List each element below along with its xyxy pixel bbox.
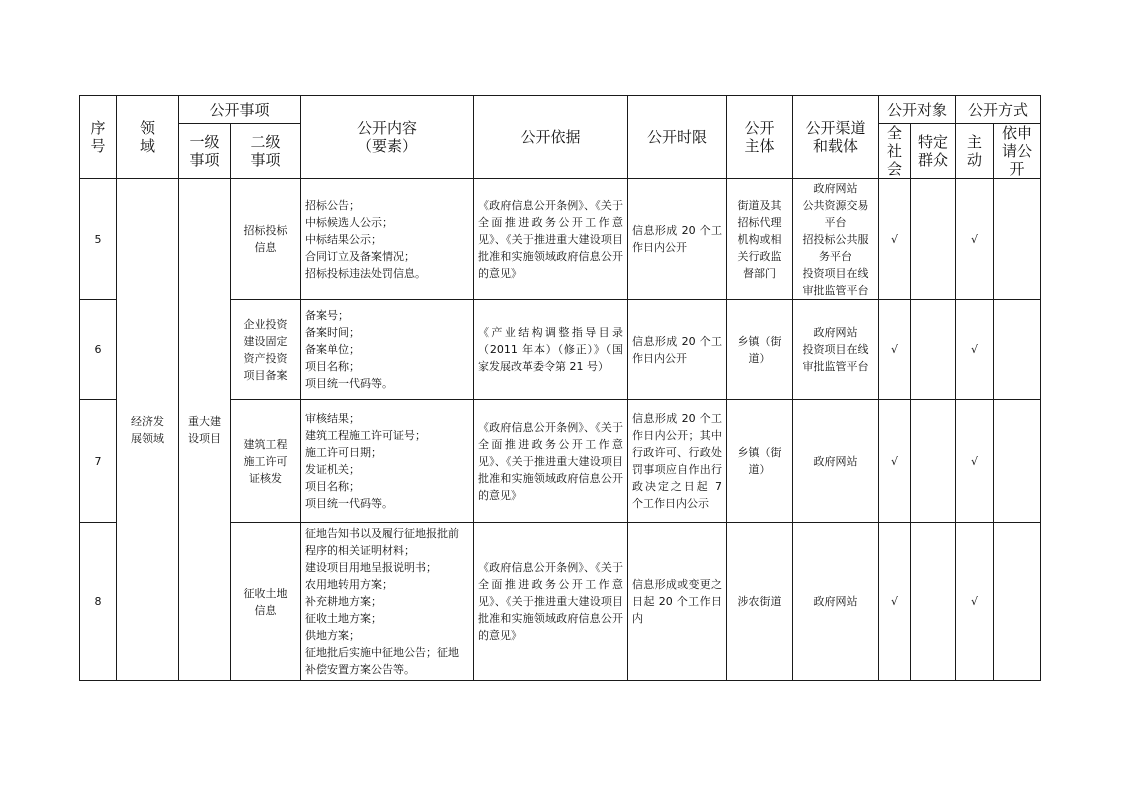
header-method-group: 公开方式 [956,96,1041,124]
basis-cell: 《政府信息公开条例》、《关于全面推进政务公开工作意见》、《关于推进重大建设项目批准和实施领域政府信息公开的意见》 [474,400,628,523]
all-society-check: √ [879,300,911,400]
header-all-society: 全 社 会 [879,124,911,179]
channel-cell: 政府网站 [793,400,879,523]
subject-cell: 街道及其 招标代理 机构或相 关行政监 督部门 [727,179,793,300]
on-request-check [994,179,1041,300]
level2-cell: 建筑工程 施工许可 证核发 [231,400,301,523]
subject-cell: 涉农街道 [727,523,793,681]
basis-cell: 《产业结构调整指导目录（2011 年本）（修正）》（国家发展改革委令第 21 号） [474,300,628,400]
table-row [80,179,1041,300]
all-society-check: √ [879,523,911,681]
on-request-check [994,400,1041,523]
specific-group-check [911,523,956,681]
header-level2: 二级 事项 [231,124,301,179]
specific-group-check [911,179,956,300]
active-check: √ [956,400,994,523]
header-subject: 公开 主体 [727,96,793,179]
header-specific-group: 特定 群众 [911,124,956,179]
basis-cell: 《政府信息公开条例》、《关于全面推进政务公开工作意见》、《关于推进重大建设项目批准和实施领域政府信息公开的意见》 [474,179,628,300]
active-check: √ [956,523,994,681]
time-limit-cell: 信息形成 20 个工作日内公开 [628,300,727,400]
level2-cell: 企业投资 建设固定 资产投资 项目备案 [231,300,301,400]
channel-cell: 政府网站 公共资源交易 平台 招投标公共服 务平台 投资项目在线 审批监管平台 [793,179,879,300]
level1-cell: 重大建 设项目 [179,179,231,681]
all-society-check: √ [879,179,911,300]
basis-cell: 《政府信息公开条例》、《关于全面推进政务公开工作意见》、《关于推进重大建设项目批准和实施领域政府信息公开的意见》 [474,523,628,681]
row-seq: 5 [80,179,117,300]
header-matter-group: 公开事项 [179,96,301,124]
on-request-check [994,300,1041,400]
header-object-group: 公开对象 [879,96,956,124]
subject-cell: 乡镇（街 道） [727,400,793,523]
header-time-limit: 公开时限 [628,96,727,179]
active-check: √ [956,179,994,300]
row-seq: 8 [80,523,117,681]
specific-group-check [911,300,956,400]
header-on-request: 依申 请公 开 [994,124,1041,179]
header-seq: 序 号 [80,96,117,179]
all-society-check: √ [879,400,911,523]
disclosure-table [79,95,1041,681]
header-basis: 公开依据 [474,96,628,179]
content-cell: 审核结果； 建筑工程施工许可证号； 施工许可日期； 发证机关； 项目名称； 项目统一代码等。 [301,400,474,523]
specific-group-check [911,400,956,523]
row-seq: 6 [80,300,117,400]
content-cell: 招标公告； 中标候选人公示； 中标结果公示； 合同订立及备案情况； 招标投标违法处罚信息。 [301,179,474,300]
domain-cell: 经济发 展领域 [117,179,179,681]
row-seq: 7 [80,400,117,523]
subject-cell: 乡镇（街 道） [727,300,793,400]
channel-cell: 政府网站 [793,523,879,681]
header-domain: 领 域 [117,96,179,179]
header-active: 主 动 [956,124,994,179]
active-check: √ [956,300,994,400]
header-channel: 公开渠道 和载体 [793,96,879,179]
level2-cell: 征收土地 信息 [231,523,301,681]
level2-cell: 招标投标 信息 [231,179,301,300]
content-cell: 征地告知书以及履行征地报批前程序的相关证明材料； 建设项目用地呈报说明书； 农用地转用方案； 补充耕地方案； 征收土地方案； 供地方案； 征地批后实施中征地公告；征地补偿安置方案公告等。 [301,523,474,681]
on-request-check [994,523,1041,681]
header-content: 公开内容 （要素） [301,96,474,179]
header-level1: 一级 事项 [179,124,231,179]
time-limit-cell: 信息形成 20 个工作日内公开 [628,179,727,300]
time-limit-cell: 信息形成或变更之日起 20 个工作日内 [628,523,727,681]
time-limit-cell: 信息形成 20 个工作日内公开；其中行政许可、行政处罚事项应自作出行政决定之日起 7 个工作日内公示 [628,400,727,523]
channel-cell: 政府网站 投资项目在线 审批监管平台 [793,300,879,400]
content-cell: 备案号； 备案时间； 备案单位； 项目名称； 项目统一代码等。 [301,300,474,400]
